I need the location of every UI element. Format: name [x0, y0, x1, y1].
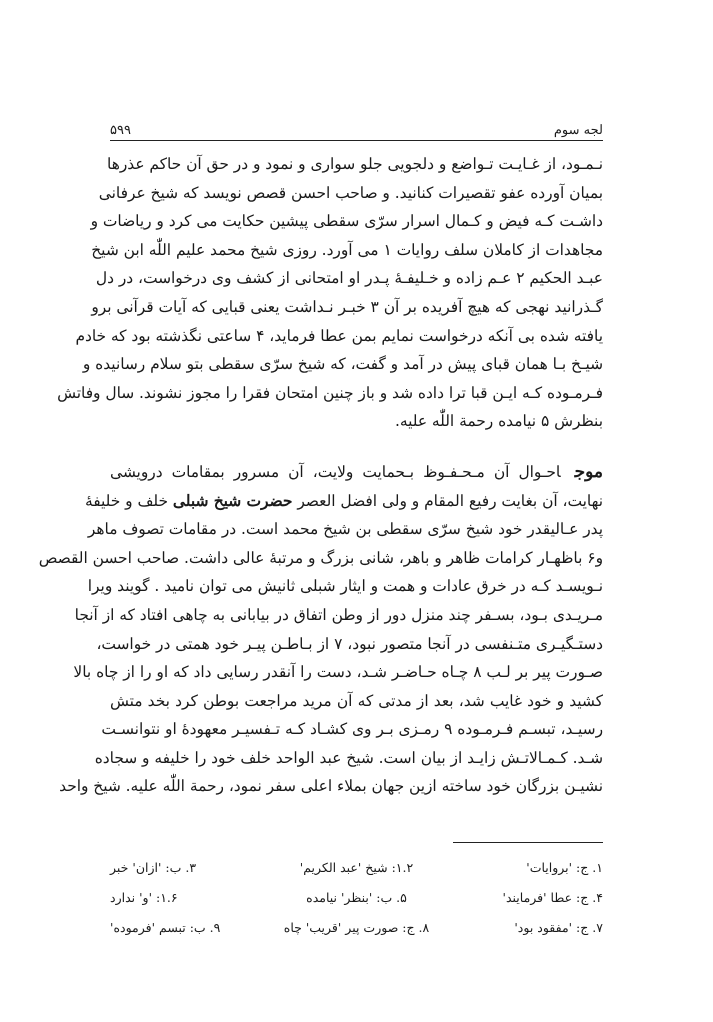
text-span: خلف و خلیفهٔ	[84, 491, 168, 510]
text-line: کشید و خود غایب شد، بعد از مدتی که آن مرید مراجعت بوطن کرد بخد متش	[110, 691, 603, 710]
header-rule	[110, 140, 603, 141]
text-span: احـوال آن مـحـفـوظ بـحمایت ولایت، آن مسرور بمقامات درویشی	[110, 462, 561, 481]
text-line: بمیان آورده عفو تقصیرات کنانید. و صاحب احسن قصص نویسد که شیخ عرفانی	[98, 183, 603, 202]
text-line: نـمـود، از غـایـت تـواضع و دلجویی جلو سواری و نمود و در حق آن حاکم عذرها	[107, 155, 603, 173]
paragraph-2	[38, 458, 603, 801]
main-text	[38, 150, 603, 801]
footnote: ۳. ب: 'ازان' خبر	[110, 860, 197, 875]
text-line: نـویسـد کـه در خرق عادات و همت و ایثار شبلی ثانیش می توان نامید . گویند ویرا	[87, 577, 603, 596]
text-line: شـد. کـمـالاتـش زایـد از بیان است. شیخ عبد الواحد خلف خود را خلیفه و سجاده	[94, 748, 603, 767]
text-line: نشیـن بزرگان خود ساخته ازین جهان بملاء اعلی سفر نمود، رحمة اللّٰه علیه. شیخ واحد	[59, 777, 603, 796]
footnote-row	[110, 853, 603, 883]
footnote: ۹. ب: تبسم 'فرموده'	[110, 920, 221, 935]
text-line: داشـت کـه فیض و کـمال اسرار سرّی سقطی پیشین حکایت می کرد و ریاضات و	[90, 212, 603, 231]
running-header	[110, 116, 603, 138]
footnote: ۱. ج: 'بروایات'	[526, 860, 603, 875]
footnote: ۴. ج: عطا 'فرمایند'	[502, 890, 603, 905]
footnote: ۱.۶: 'و' ندارد	[110, 890, 178, 905]
page-number: ۵۹۹	[110, 123, 131, 138]
text-line: و۶ باظهـار کرامات ظاهر و باهر، شانی بزرگ و مرتبهٔ عالی داشت. صاحب احسن القصص	[38, 548, 603, 567]
text-line: گـذرانید نهجی که هیچ آفریده بر آن ۳ خبـر نـداشت یعنی قبایی که آیات قرآنی برو	[91, 297, 603, 316]
text-line: مـریـدی بـود، بسـفر چند منزل دور از وطن اتفاق در بیابانی به چاهی افتاد که از آنجا	[74, 605, 603, 624]
bold-name: حضرت شیخ شبلی	[172, 491, 293, 510]
text-line: فـرمـوده کـه ایـن قبا ترا داده شد و باز چنین امتحان فقرا را مجوز نشوند. سال وفاتش	[57, 383, 603, 402]
text-line: مجاهدات از کاملان سلف روایات ۱ می آورد. روزی شیخ محمد علیم اللّٰه ابن شیخ	[91, 240, 603, 259]
text-line	[110, 458, 603, 487]
section-term: موج	[574, 461, 603, 482]
paragraph-1	[57, 150, 603, 436]
paragraph-gap	[110, 436, 603, 458]
text-line: رسیـد، تبسـم فـرمـوده ۹ رمـزی بـر وی کشـاد کـه تـفسیـر معهودهٔ او نتوانسـت	[101, 720, 603, 739]
text-line: پدر عـالیقدر خود شیخ سرّی سقطی بن شیخ محمد است. در مقامات تصوف ماهر	[87, 520, 603, 539]
footnote: ۱.۲: شیخ 'عبد الکریم'	[299, 860, 414, 875]
text-line: یافته شده بی آنکه درخواست نمایم بمن عطا فرماید، ۴ ساعتی نگذشته بود که خادم	[75, 326, 603, 345]
text-line: بنظرش ۵ نیامده رحمة اللّٰه علیه.	[394, 412, 603, 431]
footnote: ۷. ج: 'مفقود بود'	[514, 920, 603, 935]
footnote-rule	[453, 842, 603, 843]
text-line: دستـگیـری متـنفسی در آنجا متصور نبود، ۷ از بـاطـن پیـر خود همتی در خواست،	[96, 634, 603, 653]
text-line: شیـخ بـا همان قبای پیش در آمد و گفت، که شیخ سرّی سقطی بتو سلام رسانیده و	[82, 355, 603, 374]
text-line	[84, 487, 603, 516]
chapter-title: لجه سوم	[553, 123, 603, 138]
text-line: عبـد الحکیم ۲ عـم زاده و خـلیفـهٔ پـدر او امتحانی از کشف وی درخواست، در دل	[95, 269, 603, 288]
text-span: نهایت، آن بغایت رفیع المقام و ولی افضل العصر	[297, 491, 603, 510]
footnote: ۸. ج: صورت پیر 'قریب' چاه	[283, 920, 430, 935]
text-line: صـورت پیر بر لـب ۸ چـاه حـاضـر شـد، دست را آنقدر رسایی داد که او را از چاه بالا	[73, 663, 603, 682]
footnote: ۵. ب: 'بنظر' نیامده	[306, 890, 407, 905]
footnote-row	[110, 913, 603, 943]
footnotes	[110, 853, 603, 943]
footnote-row	[110, 883, 603, 913]
